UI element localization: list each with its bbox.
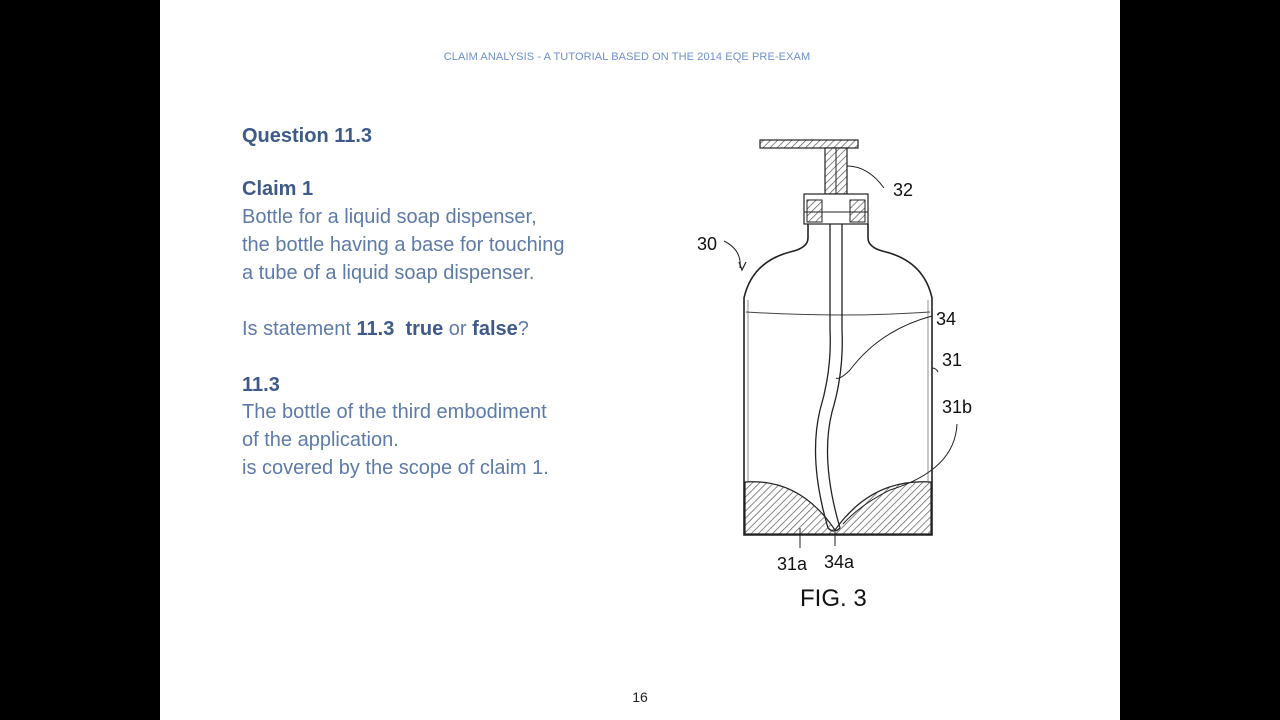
label-34: 34 [936,309,957,329]
label-31b: 31b [942,397,973,417]
prompt-true-word: true [405,318,444,340]
statement-line: The bottle of the third embodiment [242,401,547,423]
true-false-prompt [242,318,529,341]
page-number: 16 [632,689,648,705]
label-34a: 34a [824,552,855,572]
claim-line: the bottle having a base for touching [242,234,565,256]
pump-head [760,140,858,194]
prompt-or-word: or [443,318,473,340]
prompt-false-word: false [472,318,518,340]
figure-caption: FIG. 3 [800,585,867,612]
bottle-neck [804,194,868,224]
label-31: 31 [942,350,963,370]
statement-line: is covered by the scope of claim 1. [242,457,549,479]
claim-line: Bottle for a liquid soap dispenser, [242,206,537,228]
slide [160,0,1120,720]
patent-figure-3 [685,128,985,618]
prompt-statement-number: 11.3 [356,318,395,340]
prompt-suffix: ? [517,318,529,340]
label-32: 32 [893,180,914,200]
statement-line: of the application. [242,429,399,451]
bottle-base [745,482,931,534]
prompt-prefix: Is statement [242,318,357,340]
slide-header-title: CLAIM ANALYSIS - A TUTORIAL BASED ON THE 2014 EQE PRE-EXAM [443,51,811,63]
claim-title: Claim 1 [242,178,314,200]
label-31a: 31a [777,554,808,574]
statement-title: 11.3 [242,374,280,396]
label-30: 30 [697,234,718,254]
claim-line: a tube of a liquid soap dispenser. [242,262,535,284]
question-title: Question 11.3 [242,125,373,147]
dip-tube [816,224,843,531]
